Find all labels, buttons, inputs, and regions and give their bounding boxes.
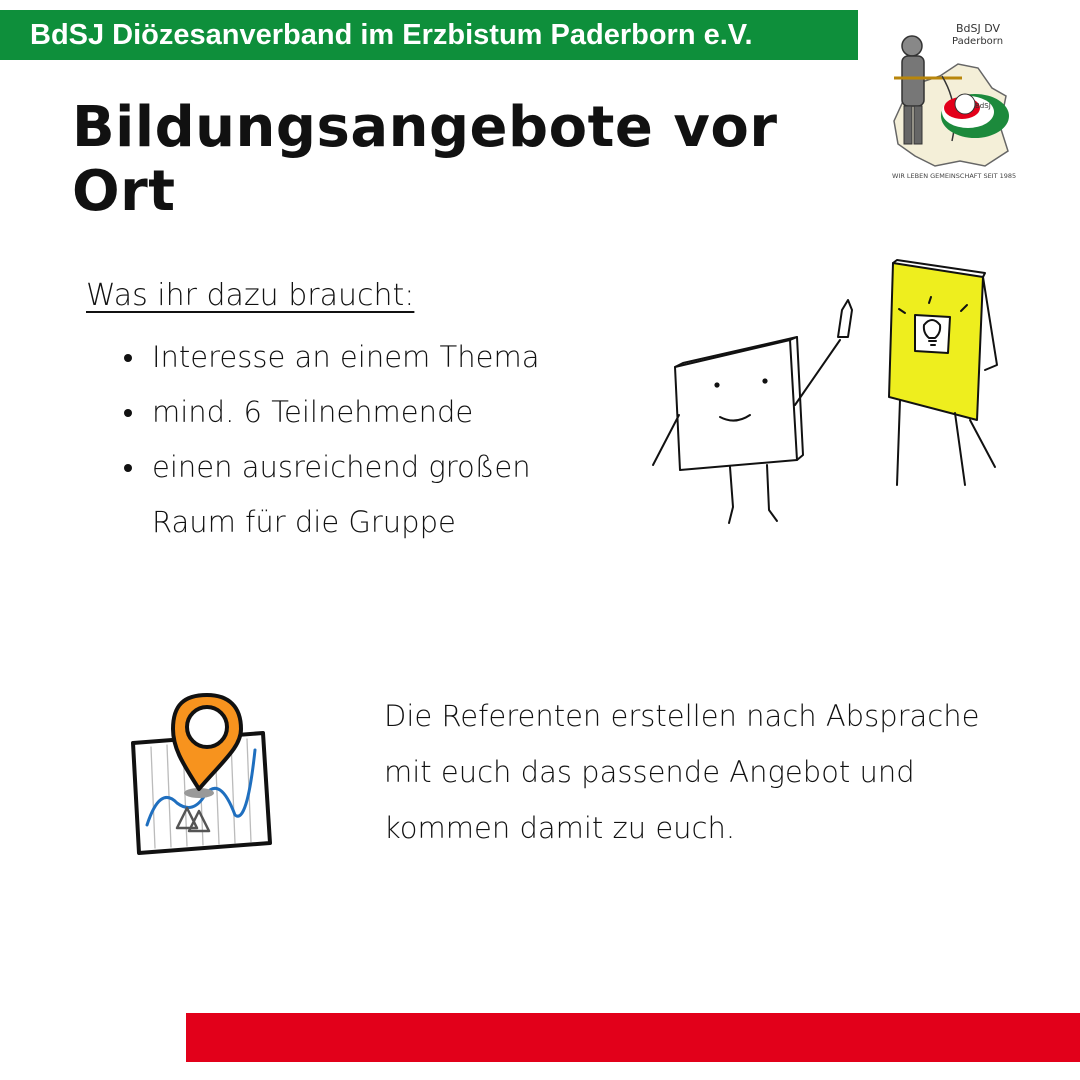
logo-top-text-2: Paderborn — [952, 36, 1004, 47]
requirement-item: einen ausreichend großen Raum für die Gruppe — [120, 440, 590, 550]
logo-top-text-1: BdSJ DV — [956, 22, 1001, 35]
bdsj-dv-paderborn-logo-icon — [880, 16, 1030, 186]
requirement-item: Interesse an einem Thema — [120, 330, 590, 385]
map-location-pin-icon — [125, 665, 280, 860]
page-title: Bildungsangebote vor Ort — [72, 95, 778, 224]
flipchart-character-icon — [645, 255, 1005, 535]
description-text: Die Referenten erstellen nach Absprache mit euch das passende Angebot und kommen damit zu euch. — [384, 699, 980, 845]
requirement-item: mind. 6 Teilnehmende — [120, 385, 590, 440]
footer-bar — [186, 1013, 1080, 1062]
logo-badge-text: BdSJ — [975, 102, 991, 110]
requirements-heading: Was ihr dazu braucht: — [86, 278, 415, 313]
logo-motto: WIR LEBEN GEMEINSCHAFT SEIT 1985 — [892, 172, 1017, 180]
requirements-list — [120, 330, 590, 550]
header-banner: BdSJ Diözesanverband im Erzbistum Paderborn e.V. — [0, 10, 858, 60]
